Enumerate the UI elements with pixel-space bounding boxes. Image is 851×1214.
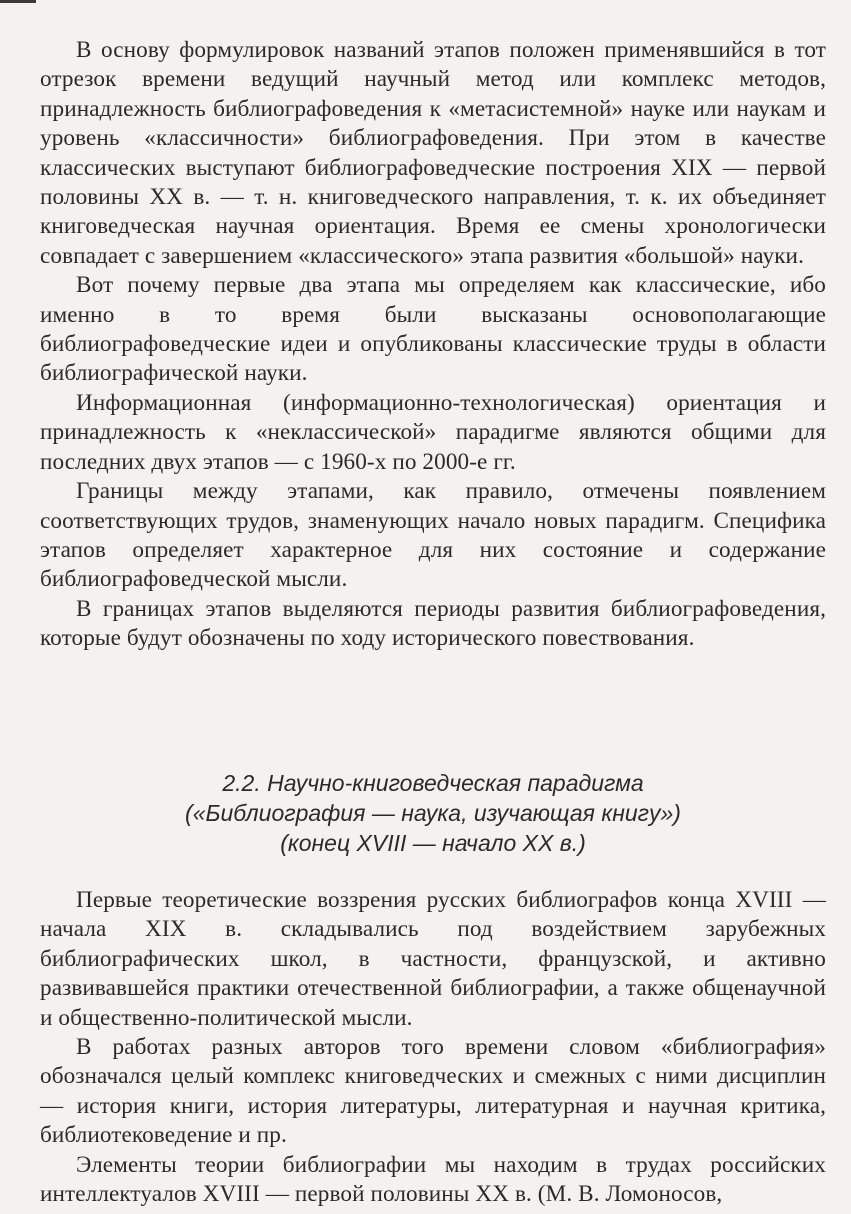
paragraph: Информационная (информационно-технологическая) ориентация и принадлежность к «неклассической» парадигме являются общими для последних двух этапов — с 1960-х по 2000-е гг. — [40, 389, 826, 475]
section-heading-subtitle: («Библиография — наука, изучающая книгу») — [185, 800, 681, 826]
top-rule — [0, 0, 36, 3]
paragraph: Первые теоретические воззрения русских библиографов конца XVIII — начала XIX в. складывались под воздействием зарубежных библиографических школ, в частности, французской, и активно развивавшейся практики отечественной библиографии, а также общенаучной и общественно-политической мысли. — [40, 887, 826, 1031]
section-heading — [40, 768, 826, 858]
paragraph: Элементы теории библиографии мы находим в трудах российских интеллектуалов XVIII — первой половины XX в. (М. В. Ломоносов, — [40, 1151, 826, 1208]
paragraph: Границы между этапами, как правило, отмечены появлением соответствующих трудов, знаменующих начало новых парадигм. Специфика этапов определяет характерное для них состояние и содержание библиографоведческой мысли. — [40, 478, 826, 593]
paragraph: В основу формулировок названий этапов положен применявшийся в тот отрезок времени ведущий научный метод или комплекс методов, принадлежность библиографоведения к «метасистемной» науке или наукам и уровень «классичности» библиографоведения. При этом в качестве классических выступают библиографоведческие построения XIX — первой половины XX в. — т. н. книговедческого направления, т. к. их объединяет книговедческая научная ориентация. Время ее смены хронологически совпадает с завершением «классического» этапа развития «большой» науки. — [40, 37, 826, 269]
paragraph: В работах разных авторов того времени словом «библиография» обозначался целый комплекс книговедческих и смежных с ними дисциплин — история книги, история литературы, литературная и научная критика, библиотековедение и пр. — [40, 1034, 826, 1149]
text-block-section — [40, 886, 826, 1209]
section-heading-title: 2.2. Научно-книговедческая парадигма — [222, 770, 644, 796]
paragraph: В границах этапов выделяются периоды развития библиографоведения, которые будут обозначены по ходу исторического повествования. — [40, 595, 826, 652]
paragraph: Вот почему первые два этапа мы определяем как классические, ибо именно в то время были высказаны основополагающие библиографоведческие идеи и опубликованы классические труды в области библиографической науки. — [40, 272, 826, 387]
section-heading-period: (конец XVIII — начало XX в.) — [280, 830, 586, 856]
text-block-intro — [40, 36, 826, 654]
